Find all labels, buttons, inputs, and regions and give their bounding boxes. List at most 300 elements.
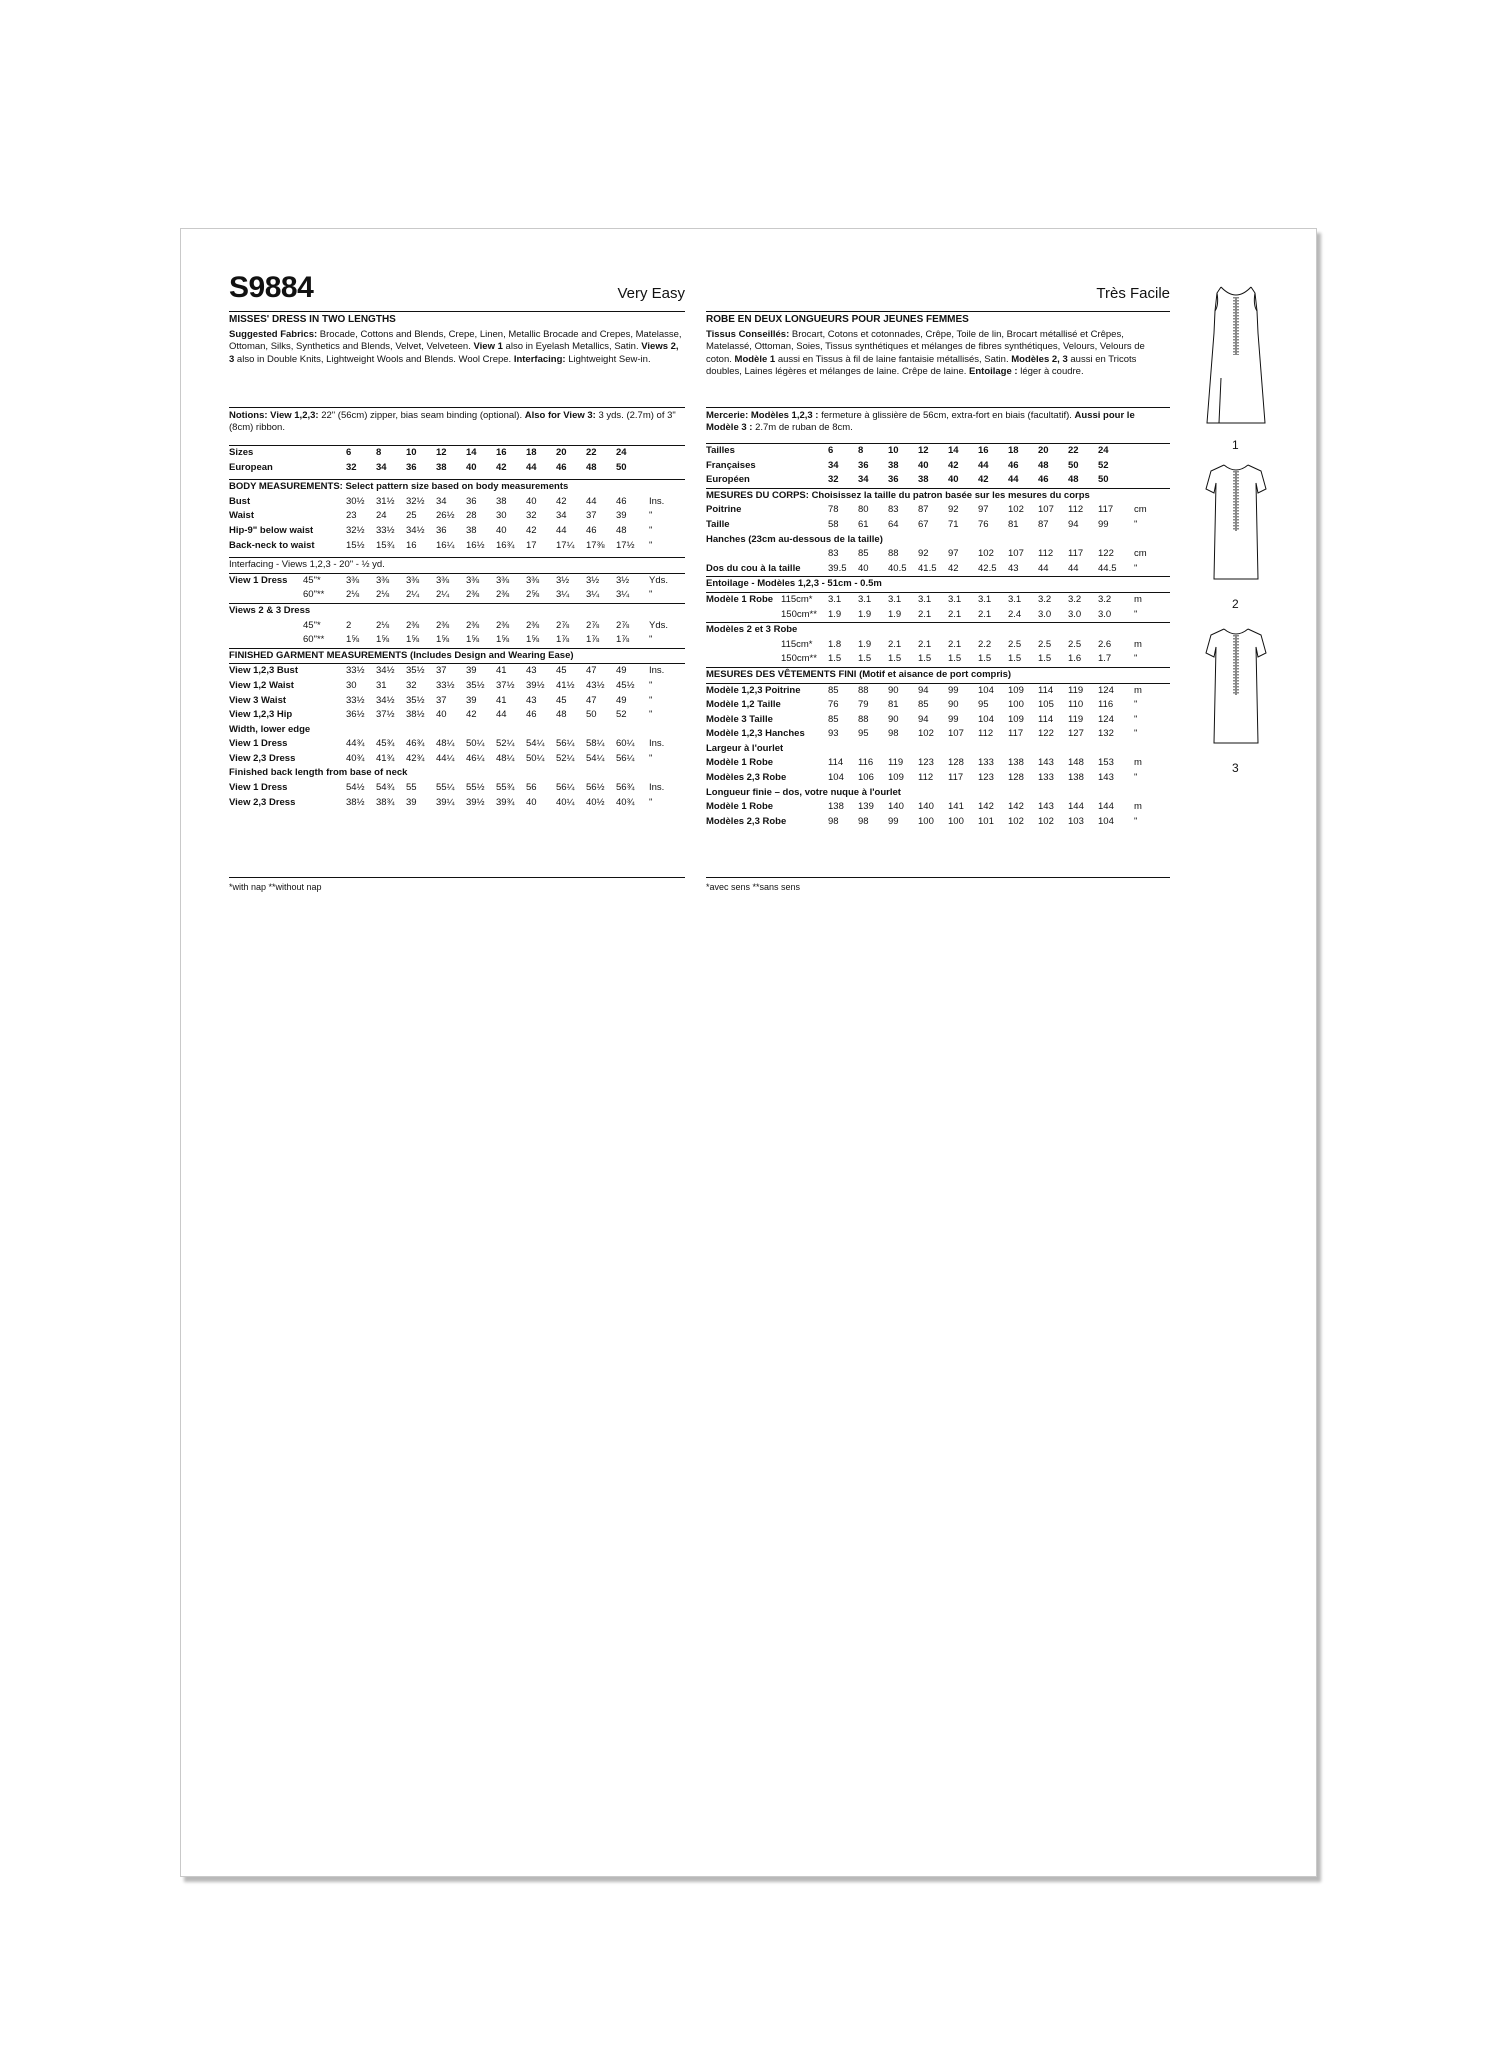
table-cell: 40	[948, 474, 959, 486]
table-cell: 117	[1008, 728, 1024, 740]
table-cell: 3.1	[978, 593, 992, 605]
row-label: Modèle 1 Robe	[706, 757, 774, 769]
table-cell: 114	[828, 757, 844, 769]
row-label: View 3 Waist	[229, 694, 287, 706]
table-row	[229, 766, 685, 781]
table-cell: 46	[616, 495, 627, 507]
table-cell: 28	[466, 510, 477, 522]
table-cell: 76	[978, 518, 989, 530]
table-row	[706, 503, 1170, 518]
table-cell: 112	[978, 728, 994, 740]
table-cell: 1⅝	[346, 634, 360, 646]
table-cell: 81	[1008, 518, 1019, 530]
table-cell: 58¼	[586, 738, 605, 750]
table-cell: 3.2	[1038, 593, 1052, 605]
table-cell: 138	[1008, 757, 1024, 769]
table-cell: 52¼	[556, 752, 575, 764]
unit-label: "	[649, 524, 653, 536]
table-cell: 94	[918, 684, 929, 696]
table-cell: 2⅜	[436, 619, 450, 631]
table-cell: 20	[1038, 445, 1049, 456]
rich-bold-text: Modèle 1	[734, 353, 776, 365]
table-cell: 2.6	[1098, 638, 1112, 650]
rich-text: Brocart, Cotons et cotonnades, Crêpe, Toile de lin, Brocart métallisé et Crêpes, Matelassé, Ottoman, Soies, Tissus synthétiques et mélanges de fibres synthétiques, Velours, Velours de coton.	[706, 329, 1145, 365]
table-cell: 46	[526, 709, 537, 721]
table-cell: 50	[616, 461, 627, 473]
table-cell: 10	[406, 447, 417, 458]
table-cell: 109	[1008, 713, 1024, 725]
fabric-width: 115cm*	[781, 593, 813, 605]
table-cell: 54¼	[526, 738, 545, 750]
table-cell: 35½	[466, 679, 485, 691]
table-cell: 3.1	[828, 593, 842, 605]
table-cell: 46	[586, 524, 597, 536]
table-cell: 1.9	[888, 608, 902, 620]
table-cell: 87	[918, 504, 929, 516]
table-cell: 116	[858, 757, 874, 769]
size-chart-fr	[706, 443, 1170, 829]
table-cell: 2⅞	[556, 619, 570, 631]
table-cell: 33½	[436, 679, 455, 691]
table-cell: 1.5	[948, 653, 962, 665]
table-cell: 33½	[346, 694, 365, 706]
table-cell: 18	[526, 447, 537, 458]
table-cell: 142	[978, 801, 994, 813]
table-cell: 2.5	[1008, 638, 1022, 650]
table-cell: 35½	[406, 694, 425, 706]
table-row	[229, 495, 685, 510]
table-row	[706, 518, 1170, 533]
table-cell: 2⅞	[616, 619, 630, 631]
fabric-width: 115cm*	[781, 638, 813, 650]
table-row	[229, 694, 685, 709]
table-cell: 58	[828, 518, 839, 530]
table-cell: 50	[1098, 474, 1109, 486]
unit-label: "	[1134, 728, 1138, 740]
table-cell: 17¼	[556, 539, 575, 551]
table-cell: 44	[526, 461, 537, 473]
table-cell: 47	[586, 665, 597, 677]
table-cell: 44	[1038, 562, 1049, 574]
table-cell: 112	[1068, 504, 1084, 516]
unit-label: m	[1134, 638, 1142, 650]
table-cell: 22	[586, 447, 597, 458]
table-cell: 32½	[406, 495, 425, 507]
table-cell: 17	[526, 539, 537, 551]
rich-text: Lightweight Sew-in.	[565, 353, 651, 365]
table-cell: 128	[948, 757, 964, 769]
table-cell: 52	[1098, 459, 1109, 471]
table-cell: 40	[918, 459, 929, 471]
table-cell: 34	[556, 510, 567, 522]
table-cell: 37	[586, 510, 597, 522]
table-cell: 88	[858, 713, 869, 725]
table-cell: 42¾	[406, 752, 425, 764]
table-cell: 117	[1098, 504, 1114, 516]
table-cell: 30	[346, 679, 357, 691]
table-row	[706, 562, 1170, 577]
table-cell: 43	[526, 665, 537, 677]
table-cell: 45	[556, 694, 567, 706]
table-cell: 71	[948, 518, 959, 530]
unit-label: "	[1134, 713, 1138, 725]
table-row	[706, 652, 1170, 667]
table-cell: 17½	[616, 539, 635, 551]
row-label: Françaises	[706, 459, 756, 471]
footnote: *with nap **without nap	[229, 877, 685, 892]
table-cell: 3¼	[616, 589, 630, 601]
row-label: Modèle 1,2,3 Hanches	[706, 728, 805, 740]
table-cell: 2⅛	[376, 619, 390, 631]
table-cell: 2⅞	[586, 619, 600, 631]
table-cell: 44.5	[1098, 562, 1117, 574]
table-row	[706, 622, 1170, 638]
notions	[229, 407, 685, 435]
unit-label: Ins.	[649, 665, 665, 677]
table-cell: 102	[918, 728, 934, 740]
table-row	[229, 588, 685, 603]
table-cell: 40	[526, 796, 537, 808]
table-cell: 85	[828, 684, 839, 696]
table-cell: 45½	[616, 679, 635, 691]
rich-bold-text: Interfacing:	[513, 353, 566, 365]
table-cell: 1.6	[1068, 653, 1082, 665]
table-row	[706, 667, 1170, 683]
view-2-label: 2	[1232, 597, 1239, 611]
table-cell: 107	[1038, 504, 1054, 516]
table-cell: 124	[1098, 713, 1114, 725]
table-cell: 138	[828, 801, 844, 813]
table-cell: 2⅜	[466, 619, 480, 631]
table-cell: 12	[436, 447, 447, 458]
table-cell: 104	[828, 772, 844, 784]
unit-label: "	[649, 539, 653, 551]
table-cell: 93	[828, 728, 839, 740]
table-cell: 90	[948, 699, 959, 711]
row-label: MESURES DES VÊTEMENTS FINI (Motif et aisance de port compris)	[706, 668, 1012, 680]
row-label: View 2,3 Dress	[229, 796, 296, 808]
table-cell: 100	[918, 815, 934, 827]
table-row	[706, 713, 1170, 728]
rich-text: 22" (56cm) zipper, bias seam binding (optional).	[318, 410, 525, 421]
table-cell: 44	[1068, 562, 1079, 574]
table-cell: 1.5	[978, 653, 992, 665]
table-cell: 119	[888, 757, 904, 769]
table-row	[706, 727, 1170, 742]
table-cell: 44	[978, 459, 989, 471]
table-cell: 43½	[586, 679, 605, 691]
unit-label: "	[649, 634, 653, 646]
table-cell: 3.1	[918, 593, 932, 605]
table-cell: 1.5	[858, 653, 872, 665]
table-cell: 10	[888, 445, 899, 456]
table-cell: 133	[978, 757, 994, 769]
french-column	[706, 229, 1170, 1829]
table-cell: 37	[436, 665, 447, 677]
table-cell: 41	[496, 694, 507, 706]
table-cell: 42.5	[978, 562, 997, 574]
table-cell: 123	[918, 757, 934, 769]
table-cell: 40	[526, 495, 537, 507]
table-cell: 107	[948, 728, 964, 740]
rich-text: aussi en Tricots doubles, Laines légères et mélanges de laine. Crêpe de laine.	[706, 353, 1137, 378]
table-cell: 3½	[616, 574, 630, 586]
table-row	[229, 679, 685, 694]
table-cell: 2	[346, 619, 352, 631]
table-cell: 38	[918, 474, 929, 486]
table-cell: 44¾	[346, 738, 365, 750]
table-cell: 42	[556, 495, 567, 507]
table-cell: 30½	[346, 495, 365, 507]
view-2-dress-icon	[1181, 459, 1291, 594]
row-label: Modèle 1,2,3 Poitrine	[706, 684, 801, 696]
unit-label: cm	[1134, 504, 1147, 516]
table-row	[706, 742, 1170, 757]
table-row	[229, 509, 685, 524]
table-cell: 17⅜	[586, 539, 605, 551]
table-cell: 88	[888, 548, 899, 560]
rich-bold-text: Modèles 2, 3	[1011, 353, 1068, 365]
table-cell: 39½	[466, 796, 485, 808]
unit-label: "	[1134, 518, 1138, 530]
table-cell: 1⅝	[436, 634, 450, 646]
table-cell: 76	[828, 699, 839, 711]
table-cell: 50	[586, 709, 597, 721]
table-cell: 2⅜	[466, 589, 480, 601]
table-cell: 50	[1068, 459, 1079, 471]
rich-bold-text: Aussi pour le Modèle 3 :	[706, 410, 1135, 434]
table-cell: 16½	[466, 539, 485, 551]
row-label: Width, lower edge	[229, 723, 311, 735]
table-row	[229, 539, 685, 554]
table-cell: 41.5	[918, 562, 937, 574]
table-cell: 39¾	[496, 796, 515, 808]
row-label: Finished back length from base of neck	[229, 767, 408, 779]
table-cell: 56	[526, 782, 537, 794]
table-cell: 2⅜	[496, 589, 510, 601]
table-cell: 54¾	[376, 782, 395, 794]
table-cell: 36	[406, 461, 417, 473]
row-label: Modèle 1 Robe	[706, 593, 774, 605]
table-cell: 1.5	[828, 653, 842, 665]
row-label: View 1 Dress	[229, 574, 288, 586]
table-cell: 153	[1098, 757, 1114, 769]
table-cell: 55	[406, 782, 417, 794]
table-cell: 44	[586, 495, 597, 507]
unit-label: Ins.	[649, 782, 665, 794]
table-cell: 104	[978, 684, 994, 696]
rich-bold-text: Views 2, 3	[229, 341, 679, 365]
table-cell: 1⅝	[526, 634, 540, 646]
table-cell: 102	[978, 548, 994, 560]
table-cell: 38	[888, 459, 899, 471]
suggested-fabrics	[229, 329, 685, 366]
table-cell: 6	[828, 445, 834, 456]
unit-label: m	[1134, 801, 1142, 813]
row-label: Européen	[706, 474, 750, 486]
table-row	[706, 815, 1170, 830]
table-cell: 85	[828, 713, 839, 725]
table-row	[706, 592, 1170, 608]
table-cell: 23	[346, 510, 357, 522]
table-row	[229, 461, 685, 476]
table-cell: 143	[1038, 757, 1054, 769]
table-cell: 64	[888, 518, 899, 530]
table-cell: 83	[888, 504, 899, 516]
table-row	[706, 698, 1170, 713]
table-cell: 3¼	[556, 589, 570, 601]
table-cell: 34½	[376, 665, 395, 677]
unit-label: m	[1134, 593, 1142, 605]
table-cell: 52	[616, 709, 627, 721]
table-cell: 48	[1068, 474, 1079, 486]
row-label: Bust	[229, 495, 251, 507]
table-cell: 36	[436, 524, 447, 536]
table-cell: 3⅜	[526, 574, 540, 586]
unit-label: Ins.	[649, 738, 665, 750]
unit-label: m	[1134, 757, 1142, 769]
row-label: Dos du cou à la taille	[706, 562, 801, 574]
table-cell: 12	[918, 445, 929, 456]
table-cell: 24	[1098, 445, 1109, 456]
table-row	[229, 524, 685, 539]
table-cell: 49	[616, 665, 627, 677]
notions-fr	[706, 407, 1170, 435]
table-cell: 92	[918, 548, 929, 560]
table-cell: 14	[466, 447, 477, 458]
table-row	[229, 723, 685, 738]
table-cell: 56¾	[616, 782, 635, 794]
table-cell: 1⅞	[556, 634, 570, 646]
rich-text: also in Double Knits, Lightweight Wools and Blends. Wool Crepe.	[234, 353, 514, 365]
table-cell: 34	[376, 461, 387, 473]
table-cell: 148	[1068, 757, 1084, 769]
table-cell: 46¾	[406, 738, 425, 750]
rich-text: 3 yds. (2.7m) of 3" (8cm) ribbon.	[229, 410, 676, 434]
table-cell: 3.0	[1038, 608, 1052, 620]
table-cell: 42	[948, 459, 959, 471]
unit-label: m	[1134, 684, 1142, 696]
table-cell: 2.4	[1008, 608, 1022, 620]
table-cell: 37½	[496, 679, 515, 691]
table-cell: 48	[586, 461, 597, 473]
row-label: FINISHED GARMENT MEASUREMENTS (Includes Design and Wearing Ease)	[229, 649, 574, 661]
table-cell: 55¼	[436, 782, 455, 794]
table-cell: 15¾	[376, 539, 395, 551]
row-label: View 1,2 Waist	[229, 679, 294, 691]
table-cell: 43	[526, 694, 537, 706]
fabric-width: 45"*	[303, 574, 321, 586]
difficulty-level-fr: Très Facile	[1096, 285, 1170, 302]
table-row	[706, 459, 1170, 474]
unit-label: "	[1134, 772, 1138, 784]
table-cell: 56¼	[556, 782, 575, 794]
table-cell: 95	[858, 728, 869, 740]
table-cell: 3.1	[858, 593, 872, 605]
table-cell: 38	[466, 524, 477, 536]
table-cell: 48	[1038, 459, 1049, 471]
table-cell: 44	[1008, 474, 1019, 486]
table-row	[229, 648, 685, 664]
table-cell: 2.1	[888, 638, 902, 650]
row-label: View 1,2,3 Bust	[229, 665, 298, 677]
pattern-back-sheet	[180, 228, 1317, 1877]
table-cell: 140	[888, 801, 904, 813]
table-cell: 54½	[346, 782, 365, 794]
row-label: Entoilage - Modèles 1,2,3 - 51cm - 0.5m	[706, 578, 882, 590]
table-cell: 1.9	[858, 608, 872, 620]
table-cell: 56¼	[556, 738, 575, 750]
table-cell: 39	[616, 510, 627, 522]
table-cell: 78	[828, 504, 839, 516]
view-3-label: 3	[1232, 761, 1239, 775]
table-cell: 39.5	[828, 562, 847, 574]
unit-label: "	[649, 694, 653, 706]
table-cell: 1.5	[1038, 653, 1052, 665]
rich-bold-text: View 1	[473, 341, 503, 353]
table-cell: 2⅝	[526, 589, 540, 601]
table-row	[229, 557, 685, 573]
unit-label: Yds.	[649, 619, 669, 631]
table-cell: 85	[858, 548, 869, 560]
table-cell: 92	[948, 504, 959, 516]
table-cell: 24	[376, 510, 387, 522]
table-cell: 36½	[346, 709, 365, 721]
table-cell: 2.1	[948, 638, 962, 650]
table-cell: 16¼	[436, 539, 455, 551]
table-cell: 16	[496, 447, 507, 458]
unit-label: "	[649, 510, 653, 522]
table-cell: 38½	[406, 709, 425, 721]
row-label: Longueur finie – dos, votre nuque à l'ourlet	[706, 786, 901, 798]
footnote-fr: *avec sens **sans sens	[706, 877, 1170, 892]
unit-label: cm	[1134, 548, 1147, 560]
row-label: BODY MEASUREMENTS: Select pattern size based on body measurements	[229, 481, 569, 493]
table-cell: 81	[888, 699, 899, 711]
unit-label: "	[649, 589, 653, 601]
table-cell: 40	[466, 461, 477, 473]
table-row	[229, 479, 685, 495]
table-cell: 40¼	[556, 796, 575, 808]
fabric-width: 60"**	[303, 634, 325, 646]
table-cell: 116	[1098, 699, 1114, 711]
table-cell: 97	[948, 548, 959, 560]
table-cell: 3½	[556, 574, 570, 586]
table-cell: 80	[858, 504, 869, 516]
table-cell: 56¼	[616, 752, 635, 764]
rich-text: aussi en Tissus à fil de laine fantaisie métallisés, Satin.	[775, 353, 1012, 365]
table-cell: 20	[556, 447, 567, 458]
table-cell: 8	[858, 445, 864, 456]
table-cell: 44¼	[436, 752, 455, 764]
table-cell: 122	[1098, 548, 1114, 560]
table-cell: 101	[978, 815, 994, 827]
table-cell: 37½	[376, 709, 395, 721]
table-cell: 2.5	[1068, 638, 1082, 650]
table-cell: 1.5	[888, 653, 902, 665]
table-cell: 133	[1038, 772, 1054, 784]
table-cell: 3⅜	[376, 574, 390, 586]
table-cell: 3⅜	[496, 574, 510, 586]
table-row	[706, 638, 1170, 653]
table-cell: 1⅝	[496, 634, 510, 646]
table-cell: 85	[918, 699, 929, 711]
table-cell: 31	[376, 679, 387, 691]
table-row	[706, 683, 1170, 699]
table-cell: 40	[496, 524, 507, 536]
pattern-title: MISSES' DRESS IN TWO LENGTHS	[229, 311, 685, 325]
row-label: Interfacing - Views 1,2,3 - 20" - ½ yd.	[229, 559, 385, 571]
